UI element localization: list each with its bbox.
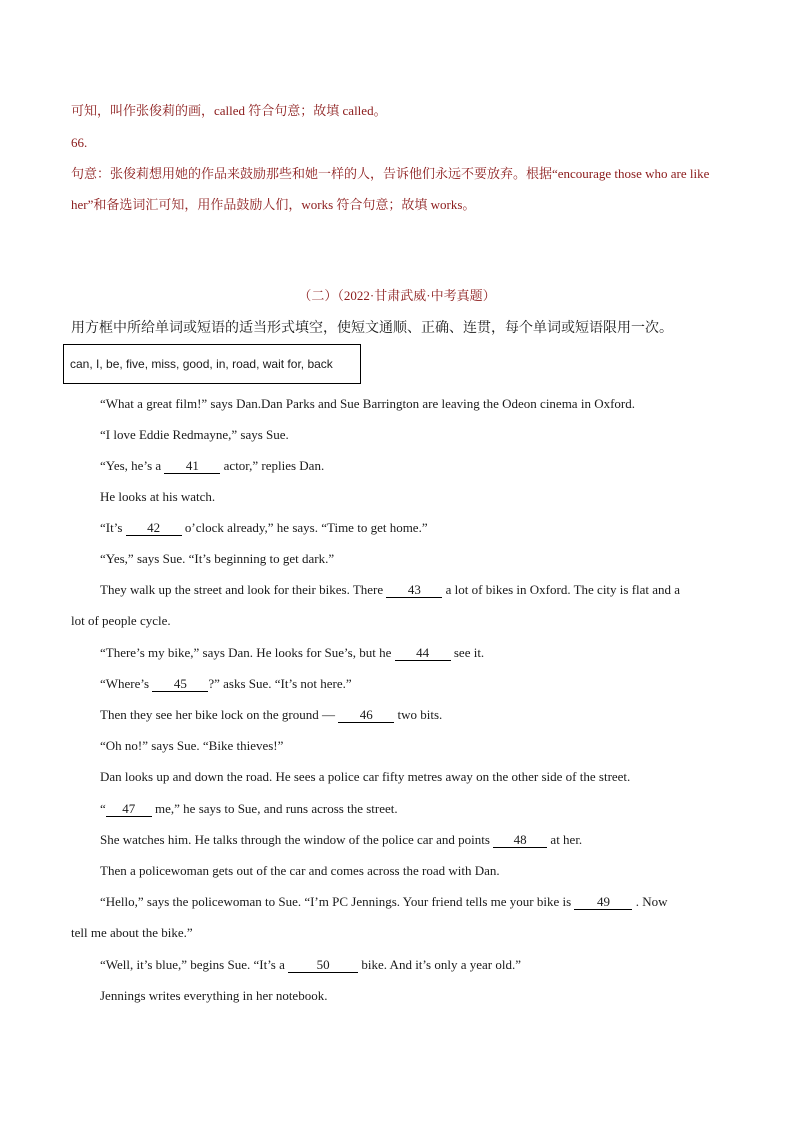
blank-50[interactable]: 50 <box>288 958 358 973</box>
passage-line: “Hello,” says the policewoman to Sue. “I’m PC Jennings. Your friend tells me your bike is 49 . Now <box>100 894 668 909</box>
passage-line: “It’s 42 o’clock already,” he says. “Time to get home.” <box>100 520 428 535</box>
passage-line: Then a policewoman gets out of the car and comes across the road with Dan. <box>100 863 500 878</box>
answer-line: 可知，叫作张俊莉的画，called 符合句意；故填 called。 <box>71 103 387 118</box>
passage-line: “ 47 me,” he says to Sue, and runs across the street. <box>100 801 398 816</box>
passage-line: Jennings writes everything in her notebook. <box>100 988 328 1003</box>
blank-42[interactable]: 42 <box>126 521 182 536</box>
word-box: can, I, be, five, miss, good, in, road, wait for, back <box>63 344 361 384</box>
passage-line: They walk up the street and look for their bikes. There 43 a lot of bikes in Oxford. The city is flat and a <box>100 582 681 597</box>
blank-45[interactable]: 45 <box>152 677 208 692</box>
section-title: （二）（2022·甘肃武威·中考真题） <box>298 288 496 303</box>
passage-line: “Oh no!” says Sue. “Bike thieves!” <box>100 738 284 753</box>
passage-line: “Where’s 45 ?” asks Sue. “It’s not here.” <box>100 676 352 691</box>
blank-43[interactable]: 43 <box>386 583 442 598</box>
passage-line: “I love Eddie Redmayne,” says Sue. <box>100 427 289 442</box>
passage-line: “Well, it’s blue,” begins Sue. “It’s a 50 bike. And it’s only a year old.” <box>100 957 521 972</box>
passage-line: Then they see her bike lock on the ground — 46 two bits. <box>100 707 443 722</box>
instruction: 用方框中所给单词或短语的适当形式填空，使短文通顺、正确、连贯，每个单词或短语限用一次。 <box>71 321 673 336</box>
passage-line: “Yes,” says Sue. “It’s beginning to get dark.” <box>100 551 335 566</box>
passage-line: “There’s my bike,” says Dan. He looks for Sue’s, but he 44 see it. <box>100 645 485 660</box>
passage-line: lot of people cycle. <box>71 613 171 628</box>
blank-48[interactable]: 48 <box>493 833 547 848</box>
blank-46[interactable]: 46 <box>338 708 394 723</box>
blank-49[interactable]: 49 <box>574 895 632 910</box>
blank-47[interactable]: 47 <box>106 802 152 817</box>
passage-line: She watches him. He talks through the window of the police car and points 48 at her. <box>100 832 583 847</box>
answer-explanation: 句意：张俊莉想用她的作品来鼓励那些和她一样的人，告诉他们永远不要放弃。根据“encourage those who are like her”和备选词汇可知，用作品鼓励人们，works 符合句意；故填 works。 <box>71 166 710 212</box>
passage-line: tell me about the bike.” <box>71 925 193 940</box>
blank-41[interactable]: 41 <box>164 459 220 474</box>
blank-44[interactable]: 44 <box>395 646 451 661</box>
passage-line: Dan looks up and down the road. He sees a police car fifty metres away on the other side of the street. <box>100 769 631 784</box>
passage-line: “What a great film!” says Dan.Dan Parks and Sue Barrington are leaving the Odeon cinema in Oxford. <box>100 396 635 411</box>
passage-line: “Yes, he’s a 41 actor,” replies Dan. <box>100 458 325 473</box>
question-number: 66. <box>71 135 88 150</box>
passage-line: He looks at his watch. <box>100 489 216 504</box>
